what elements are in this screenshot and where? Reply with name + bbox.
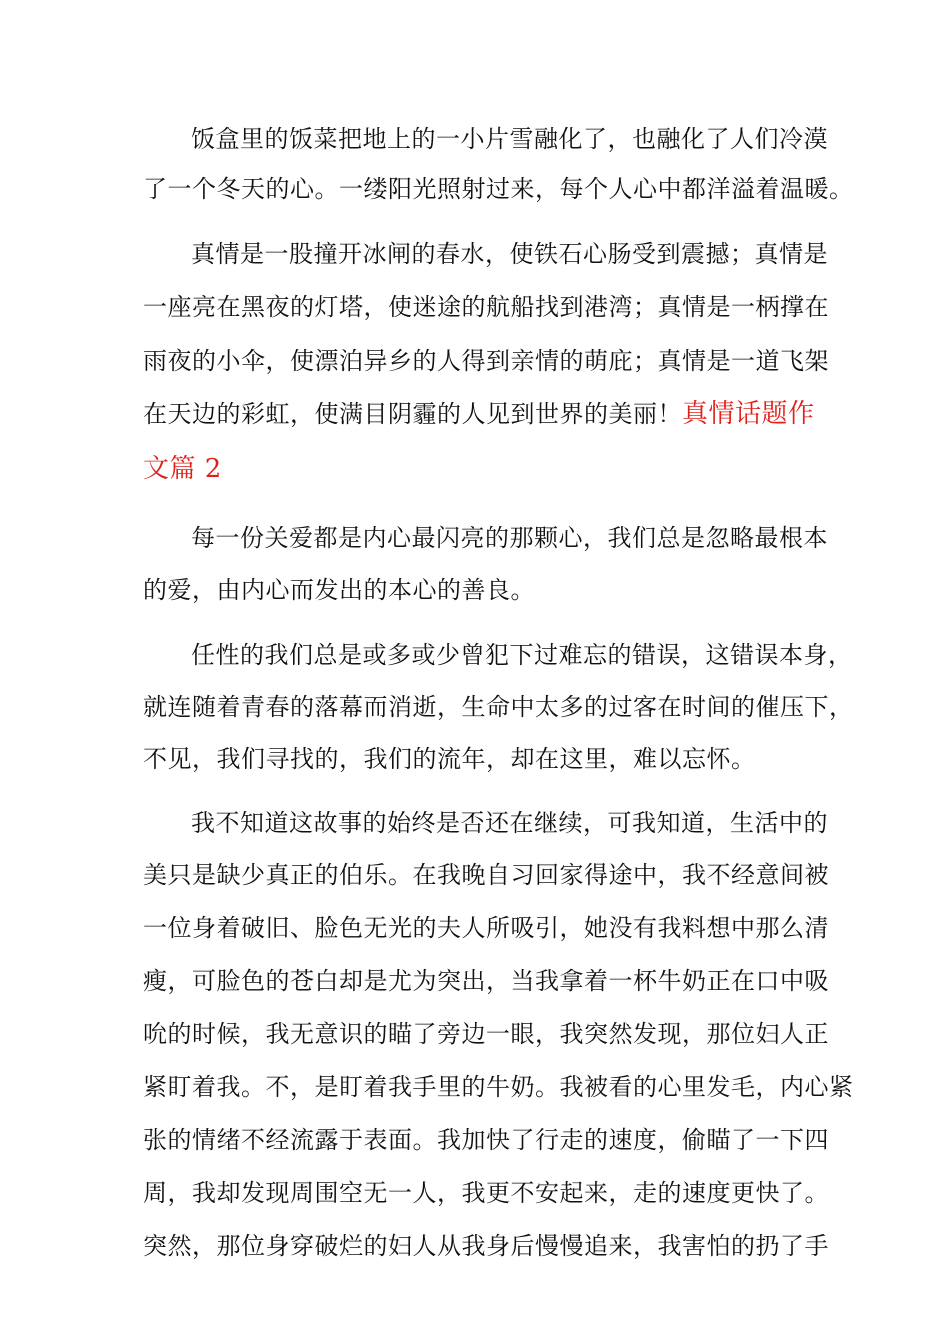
paragraph-line: 周，我却发现周围空无一人，我更不安起来，走的速度更快了。 — [143, 1179, 829, 1207]
paragraph-line: 不见，我们寻找的，我们的流年，却在这里，难以忘怀。 — [143, 745, 756, 773]
paragraph-line: 吮的时候，我无意识的瞄了旁边一眼，我突然发现，那位妇人正 — [143, 1020, 829, 1048]
paragraph-line: 一位身着破旧、脸色无光的夫人所吸引，她没有我料想中那么清 — [143, 914, 829, 942]
section-heading-continued: 文篇 2 — [143, 454, 222, 484]
paragraph-line: 的爱，由内心而发出的本心的善良。 — [143, 576, 535, 604]
paragraph-line: 突然，那位身穿破烂的妇人从我身后慢慢追来，我害怕的扔了手 — [143, 1232, 829, 1260]
paragraph-text: 在天边的彩虹，使满目阴霾的人见到世界的美丽！ — [143, 400, 682, 428]
paragraph-line — [143, 399, 815, 429]
paragraph-line: 我不知道这故事的始终是否还在继续，可我知道，生活中的 — [191, 809, 828, 837]
paragraph-line: 每一份关爱都是内心最闪亮的那颗心，我们总是忽略最根本 — [191, 524, 828, 552]
paragraph-line: 一座亮在黑夜的灯塔，使迷途的航船找到港湾；真情是一柄撑在 — [143, 293, 829, 321]
paragraph-line: 了一个冬天的心。一缕阳光照射过来，每个人心中都洋溢着温暖。 — [143, 175, 854, 203]
paragraph-line: 美只是缺少真正的伯乐。在我晚自习回家得途中，我不经意间被 — [143, 861, 829, 889]
paragraph-line: 雨夜的小伞，使漂泊异乡的人得到亲情的萌庇；真情是一道飞架 — [143, 347, 829, 375]
paragraph-line: 真情是一股撞开冰闸的春水，使铁石心肠受到震撼；真情是 — [191, 240, 828, 268]
paragraph-line: 就连随着青春的落幕而消逝，生命中太多的过客在时间的催压下， — [143, 693, 854, 721]
paragraph-line: 饭盒里的饭菜把地上的一小片雪融化了，也融化了人们冷漠 — [191, 125, 828, 153]
section-heading: 真情话题作 — [682, 399, 815, 429]
paragraph-line: 紧盯着我。不，是盯着我手里的牛奶。我被看的心里发毛，内心紧 — [143, 1073, 854, 1101]
paragraph-line: 瘦，可脸色的苍白却是尤为突出，当我拿着一杯牛奶正在口中吸 — [143, 967, 829, 995]
paragraph-line: 张的情绪不经流露于表面。我加快了行走的速度，偷瞄了一下四 — [143, 1126, 829, 1154]
paragraph-line: 任性的我们总是或多或少曾犯下过难忘的错误，这错误本身， — [191, 641, 853, 669]
